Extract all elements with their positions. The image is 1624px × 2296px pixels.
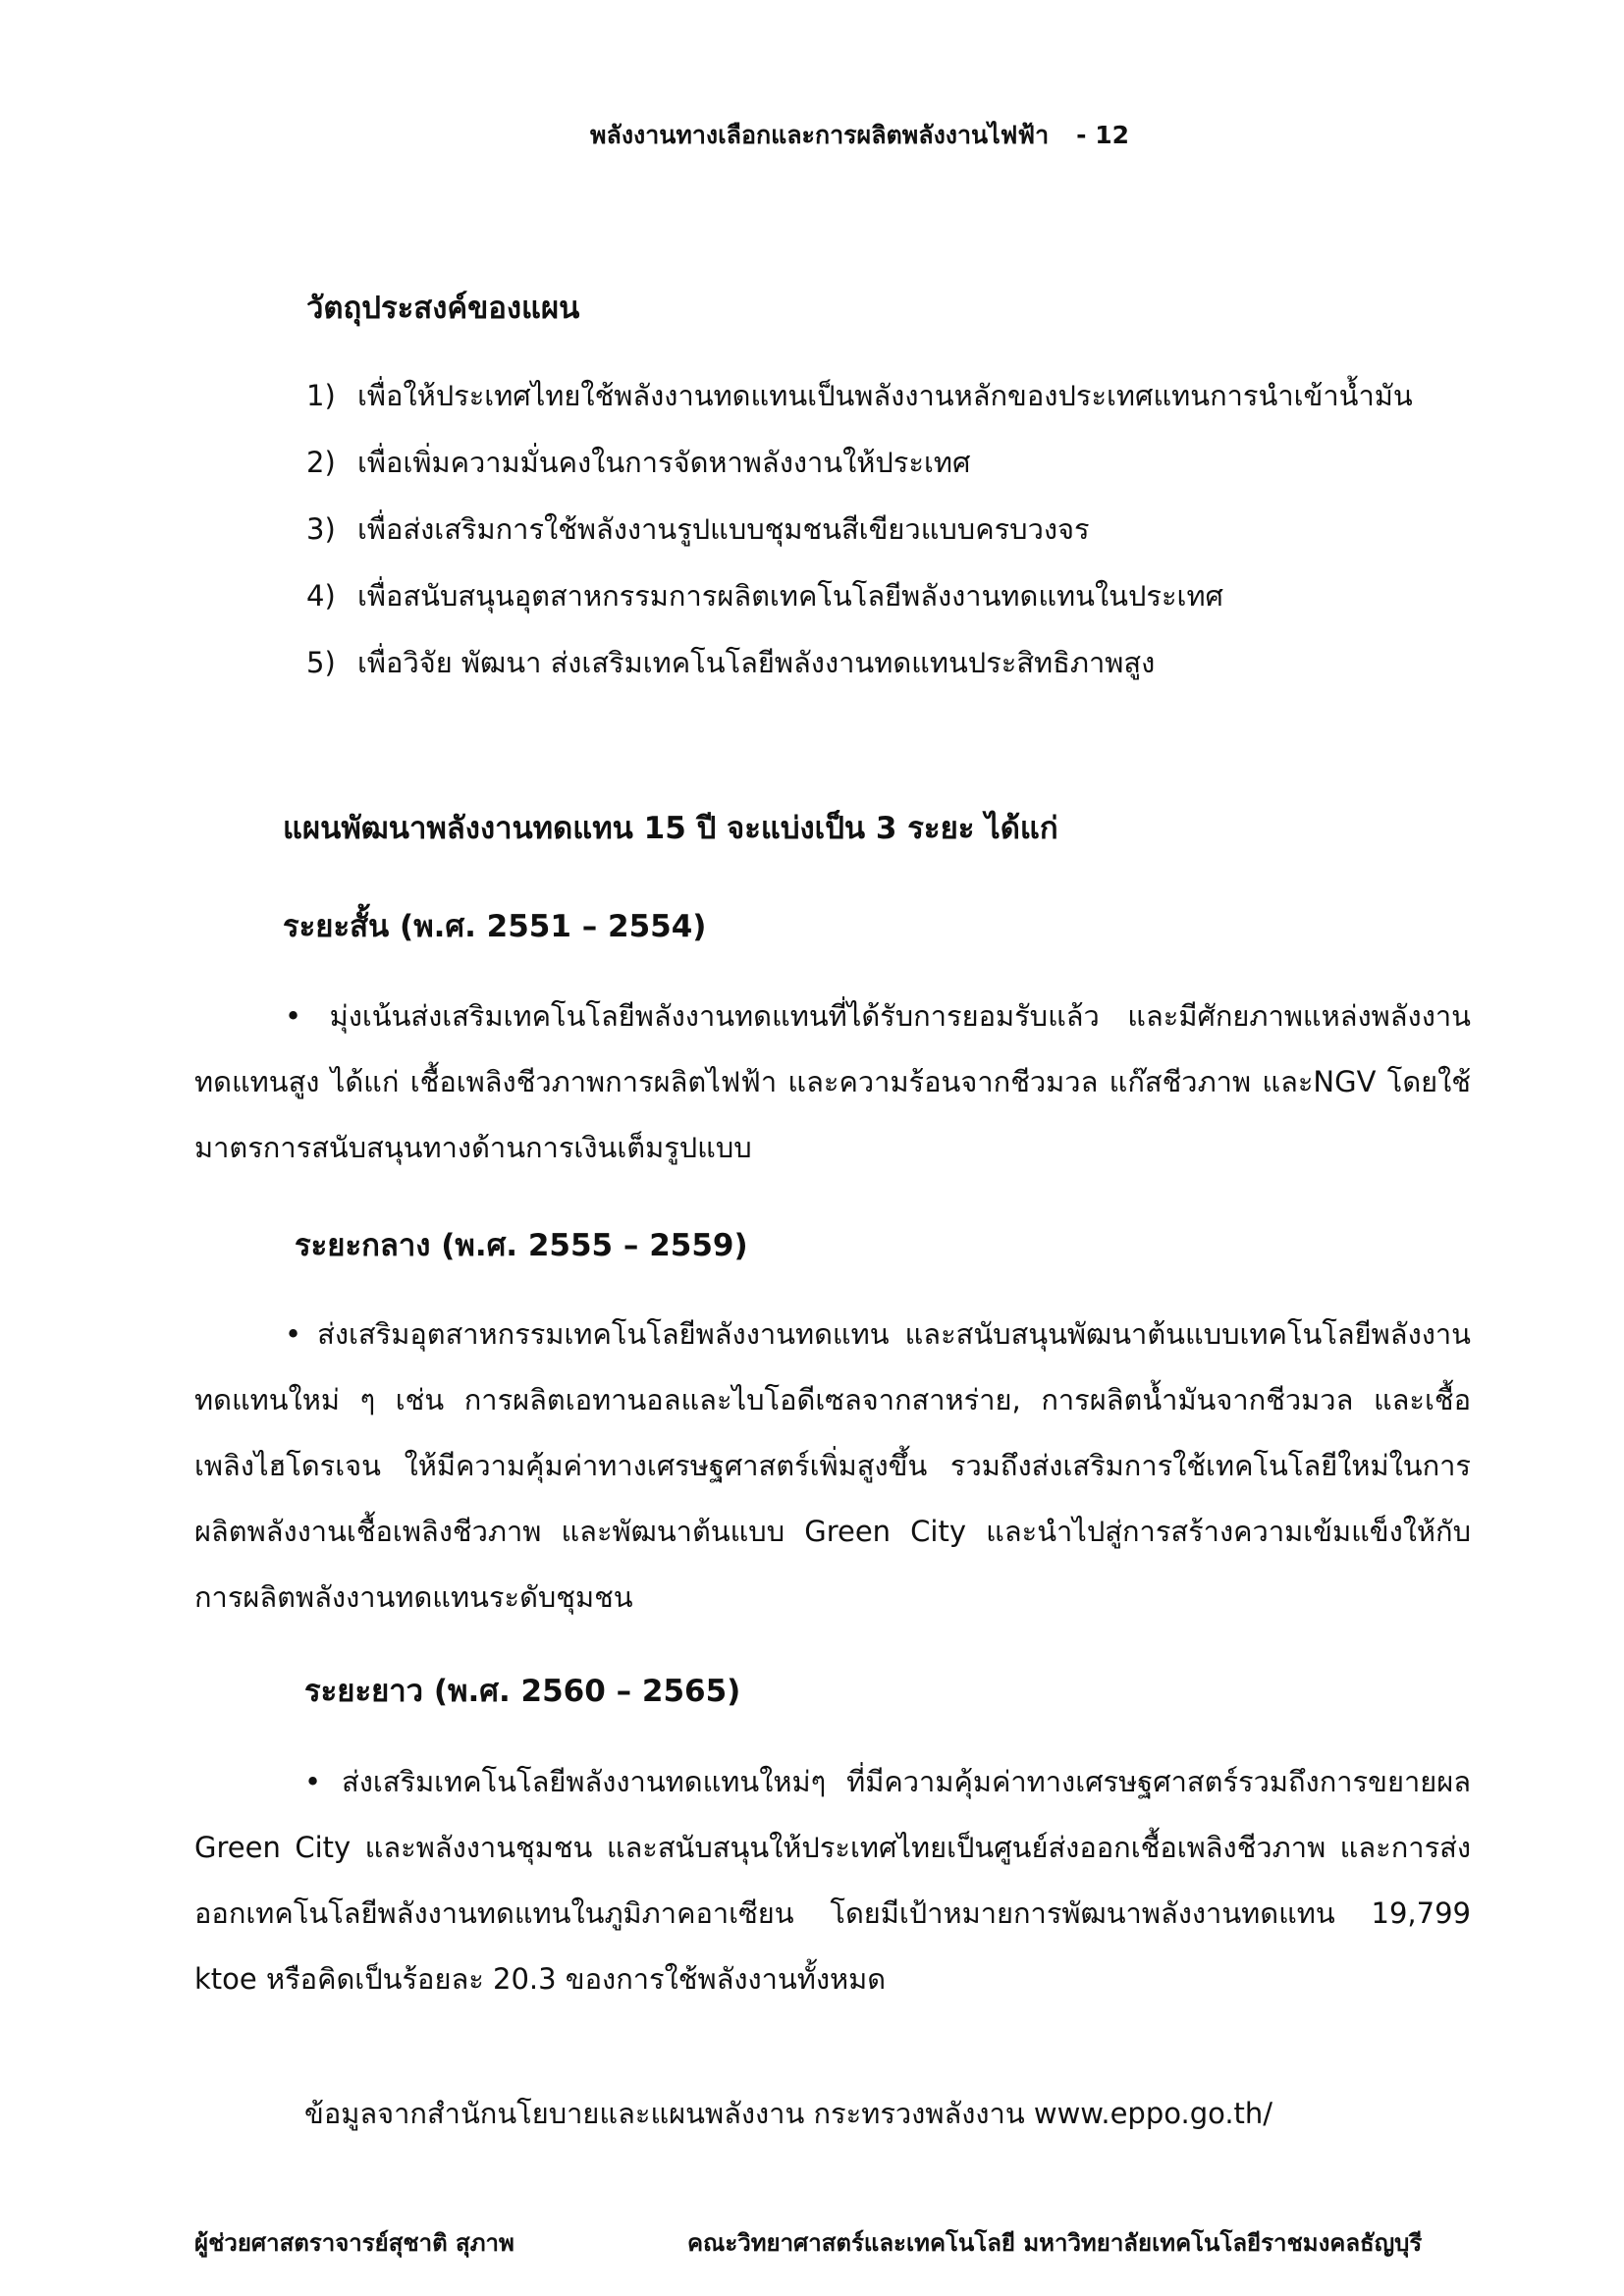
source-citation: ข้อมูลจากสำนักนโยบายและแผนพลังงาน กระทรวงพลังงาน www.eppo.go.th/	[304, 2097, 1273, 2130]
objective-item	[306, 638, 1465, 687]
phase-medium-title: ระยะกลาง (พ.ศ. 2555 – 2559)	[295, 1228, 748, 1263]
plan-heading: แผนพัฒนาพลังงานทดแทน 15 ปี จะแบ่งเป็น 3 ระยะ ได้แก่	[283, 811, 1058, 846]
objectives-heading: วัตถุประสงค์ของแผน	[306, 291, 580, 326]
objective-number: 5)	[306, 646, 336, 679]
phase-medium-body: • ส่งเสริมอุตสาหกรรมเทคโนโลยีพลังงานทดแทน และสนับสนุนพัฒนาต้นแบบเทคโนโลยีพลังงานทดแทนใหม่ ๆ เช่น การผลิตเอทานอลและไบโอดีเซลจากสาหร่าย, การผลิตน้ำมันจากชีวมวล และเชื้อเพลิงไฮโดรเจน ให้มีความคุ้มค่าทางเศรษฐศาสตร์เพิ่มสูงขึ้น รวมถึงส่งเสริมการใช้เทคโนโลยีใหม่ในการผลิตพลังงานเชื้อเพลิงชีวภาพ และพัฒนาต้นแบบ Green City และนำไปสู่การสร้างความเข้มแข็งให้กับการผลิตพลังงานทดแทนระดับชุมชน	[194, 1317, 1471, 1614]
phase-short-body: • มุ่งเน้นส่งเสริมเทคโนโลยีพลังงานทดแทนที่ได้รับการยอมรับแล้ว และมีศักยภาพแหล่งพลังงานทดแทนสูง ได้แก่ เชื้อเพลิงชีวภาพการผลิตไฟฟ้า และความร้อนจากชีวมวล แก๊สชีวภาพ และNGV โดยใช้มาตรการสนับสนุนทางด้านการเงินเต็มรูปแบบ	[194, 999, 1471, 1164]
phase-long-title: ระยะยาว (พ.ศ. 2560 – 2565)	[304, 1674, 741, 1709]
objective-text: เพื่อวิจัย พัฒนา ส่งเสริมเทคโนโลยีพลังงานทดแทนประสิทธิภาพสูง	[357, 646, 1156, 679]
objective-text: เพื่อให้ประเทศไทยใช้พลังงานทดแทนเป็นพลังงานหลักของประเทศแทนการนำเข้าน้ำมัน	[357, 379, 1413, 412]
objective-text: เพื่อสนับสนุนอุตสาหกรรมการผลิตเทคโนโลยีพลังงานทดแทนในประเทศ	[357, 579, 1223, 613]
objective-number: 2)	[306, 446, 336, 479]
objective-item	[306, 505, 1465, 554]
objective-item	[306, 438, 1465, 487]
objective-text: เพื่อส่งเสริมการใช้พลังงานรูปแบบชุมชนสีเขียวแบบครบวงจร	[357, 512, 1090, 546]
objective-number: 1)	[306, 379, 336, 412]
phase-short-title: ระยะสั้น (พ.ศ. 2551 – 2554)	[283, 909, 707, 944]
header-title: พลังงานทางเลือกและการผลิตพลังงานไฟฟ้า	[590, 121, 1050, 149]
phase-long-body: • ส่งเสริมเทคโนโลยีพลังงานทดแทนใหม่ๆ ที่มีความคุ้มค่าทางเศรษฐศาสตร์รวมถึงการขยายผล Green City และพลังงานชุมชน และสนับสนุนให้ประเทศไทยเป็นศูนย์ส่งออกเชื้อเพลิงชีวภาพ และการส่งออกเทคโนโลยีพลังงานทดแทนในภูมิภาคอาเซียน โดยมีเป้าหมายการพัฒนาพลังงานทดแทน 19,799 ktoe หรือคิดเป็นร้อยละ 20.3 ของการใช้พลังงานทั้งหมด	[194, 1765, 1471, 1996]
footer-affiliation: คณะวิทยาศาสตร์และเทคโนโลยี มหาวิทยาลัยเทคโนโลยีราชมงคลธัญบุรี	[687, 2229, 1423, 2257]
objective-item	[306, 371, 1465, 420]
objective-text: เพื่อเพิ่มความมั่นคงในการจัดหาพลังงานให้ประเทศ	[357, 446, 971, 479]
footer-author: ผู้ช่วยศาสตราจารย์สุชาติ สุภาพ	[194, 2229, 514, 2257]
running-header	[0, 116, 1129, 155]
objective-number: 3)	[306, 512, 336, 546]
objective-number: 4)	[306, 579, 336, 613]
objectives-list	[306, 371, 1465, 705]
objective-item	[306, 571, 1465, 620]
page-number: - 12	[1076, 121, 1129, 149]
